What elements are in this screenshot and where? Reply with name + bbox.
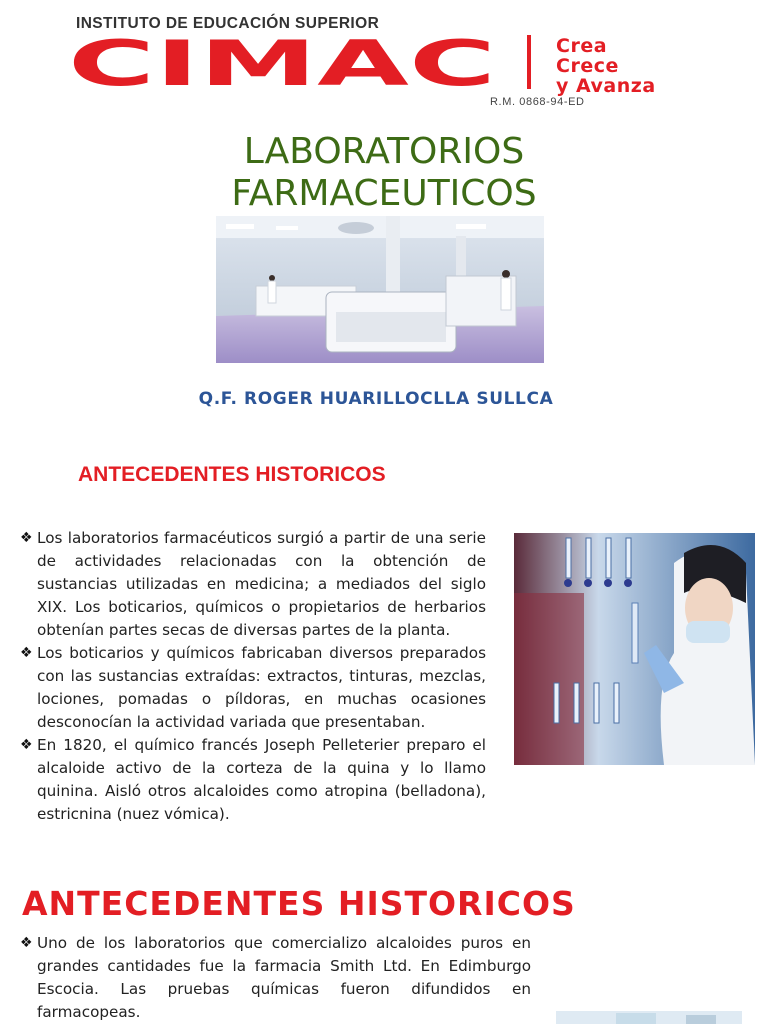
diamond-bullet-icon: ❖ xyxy=(20,530,33,546)
diamond-bullet-icon: ❖ xyxy=(20,645,33,661)
bullet-text: Los boticarios y químicos fabricaban diversos preparados con las sustancias extraídas: extractos, tinturas, mezclas, lociones, pomadas o píldoras, en muchas ocasiones desconocían la actividad variada que presentaban. xyxy=(37,644,486,731)
slogan-line-3: y Avanza xyxy=(556,75,656,97)
section-2-bullets xyxy=(20,932,531,1024)
section-1-bullets xyxy=(20,527,486,826)
cimac-logo-text: CIMAC xyxy=(68,32,496,94)
author-name: Q.F. ROGER HUARILLOCLLA SULLCA xyxy=(198,389,554,409)
title-line-2: FARMACEUTICOS xyxy=(231,173,537,214)
bullet-text: Uno de los laboratorios que comercializo alcaloides puros en grandes cantidades fue la farmacia Smith Ltd. En Edimburgo Escocia. Las pruebas químicas fueron difundidos en farmacopeas. xyxy=(37,934,531,1021)
bullet-text: En 1820, el químico francés Joseph Pelleterier preparo el alcaloide activo de la corteza de la quina y lo llamo quinina. Aisló otros alcaloides como atropina (belladona), estricnina (nuez vómica). xyxy=(37,736,486,823)
bullet-item xyxy=(20,734,486,826)
slogan-line-2: Crece xyxy=(556,55,619,77)
bullet-text: Los laboratorios farmacéuticos surgió a partir de una serie de actividades relacionadas con la obtención de sustancias utilizadas en medicina; a mediados del siglo XIX. Los boticarios, químicos o propietarios de herbarios obtenían partes secas de diversas partes de la planta. xyxy=(37,529,486,639)
scientist-photo xyxy=(514,533,755,765)
partial-photo xyxy=(556,1011,742,1024)
slogan-line-1: Crea xyxy=(556,35,608,57)
slogan xyxy=(556,36,656,96)
logo-divider xyxy=(527,35,531,89)
bullet-item xyxy=(20,932,531,1024)
resolution-number: R.M. 0868-94-ED xyxy=(490,96,585,108)
institute-name: INSTITUTO DE EDUCACIÓN SUPERIOR xyxy=(76,15,380,32)
cimac-logo xyxy=(68,32,548,94)
section-1-heading: ANTECEDENTES HISTORICOS xyxy=(78,463,386,486)
diamond-bullet-icon: ❖ xyxy=(20,737,33,753)
section-2-heading: ANTECEDENTES HISTORICOS xyxy=(22,884,576,923)
page-title xyxy=(0,131,768,215)
laboratory-photo xyxy=(216,216,544,363)
bullet-item xyxy=(20,642,486,734)
title-line-1: LABORATORIOS xyxy=(243,131,525,172)
diamond-bullet-icon: ❖ xyxy=(20,935,33,951)
bullet-item xyxy=(20,527,486,642)
